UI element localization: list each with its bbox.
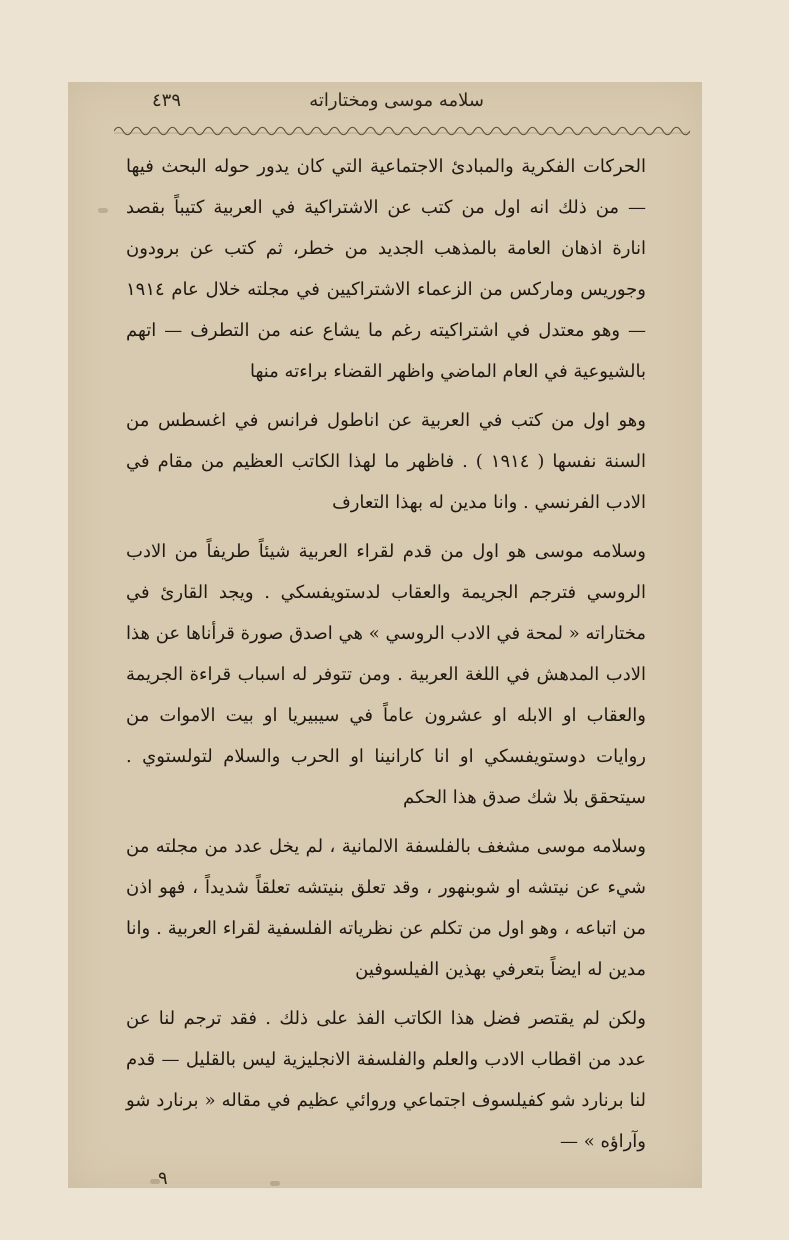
article-body (126, 146, 646, 1162)
running-title: سلامه موسى ومختاراته (309, 90, 484, 111)
book-page (68, 82, 702, 1188)
paragraph-3: وسلامه موسى هو اول من قدم لقراء العربية شيئاً طريفاً من الادب الروسي فترجم الجريمة والعقاب لدستويفسكي . ويجد القارئ في مختاراته « لمحة في الادب الروسي » هي اصدق صورة قرأناها عن هذا الادب المدهش في اللغة العربية . ومن تتوفر له اسباب قراءة الجريمة والعقاب او الابله او عشرون عاماً في سيبيريا او بيت الاموات من روايات دوستويفسكي او انا كارانينا او الحرب والسلام لتولستوي . سيتحقق بلا شك صدق هذا الحكم (126, 541, 646, 808)
ink-speck (98, 208, 108, 213)
signature-mark: ٩ (158, 1168, 168, 1189)
paragraph-2: وهو اول من كتب في العربية عن اناطول فرانس في اغسطس من السنة نفسها ( ١٩١٤ ) . فاظهر ما لهذا الكاتب العظيم من مقام في الادب الفرنسي . وانا مدين له بهذا التعارف (126, 410, 646, 513)
decorative-rule (114, 125, 690, 137)
paragraph-5: ولكن لم يقتصر فضل هذا الكاتب الفذ على ذلك . فقد ترجم لنا عن عدد من اقطاب الادب والعلم والفلسفة الانجليزية ليس بالقليل — قدم لنا برنارد شو كفيلسوف اجتماعي وروائي عظيم في مقاله « برنارد شو وآراؤه » — (126, 1008, 646, 1152)
paragraph-1: الحركات الفكرية والمبادئ الاجتماعية التي كان يدور حوله البحث فيها — من ذلك انه اول من كتب عن الاشتراكية في العربية كتيباً بقصد انارة اذهان العامة بالمذهب الجديد من خطر، ثم كتب عن برودون وجوريس وماركس من الزعماء الاشتراكيين في مجلته خلال عام ١٩١٤ — وهو معتدل في اشتراكيته رغم ما يشاع عنه من التطرف — اتهم بالشيوعية في العام الماضي واظهر القضاء براءته منها (126, 156, 646, 382)
ink-speck (150, 1179, 160, 1184)
page-number: ٤٣٩ (152, 90, 182, 111)
page-header (68, 82, 702, 130)
ink-speck (270, 1181, 280, 1186)
paragraph-4: وسلامه موسى مشغف بالفلسفة الالمانية ، لم يخل عدد من مجلته من شيء عن نيتشه او شوبنهور ، وقد تعلق بنيتشه تعلقاً شديداً ، فهو اذن من اتباعه ، وهو اول من تكلم عن نظرياته الفلسفية لقراء العربية . وانا مدين له ايضاً بتعرفي بهذين الفيلسوفين (126, 836, 646, 980)
